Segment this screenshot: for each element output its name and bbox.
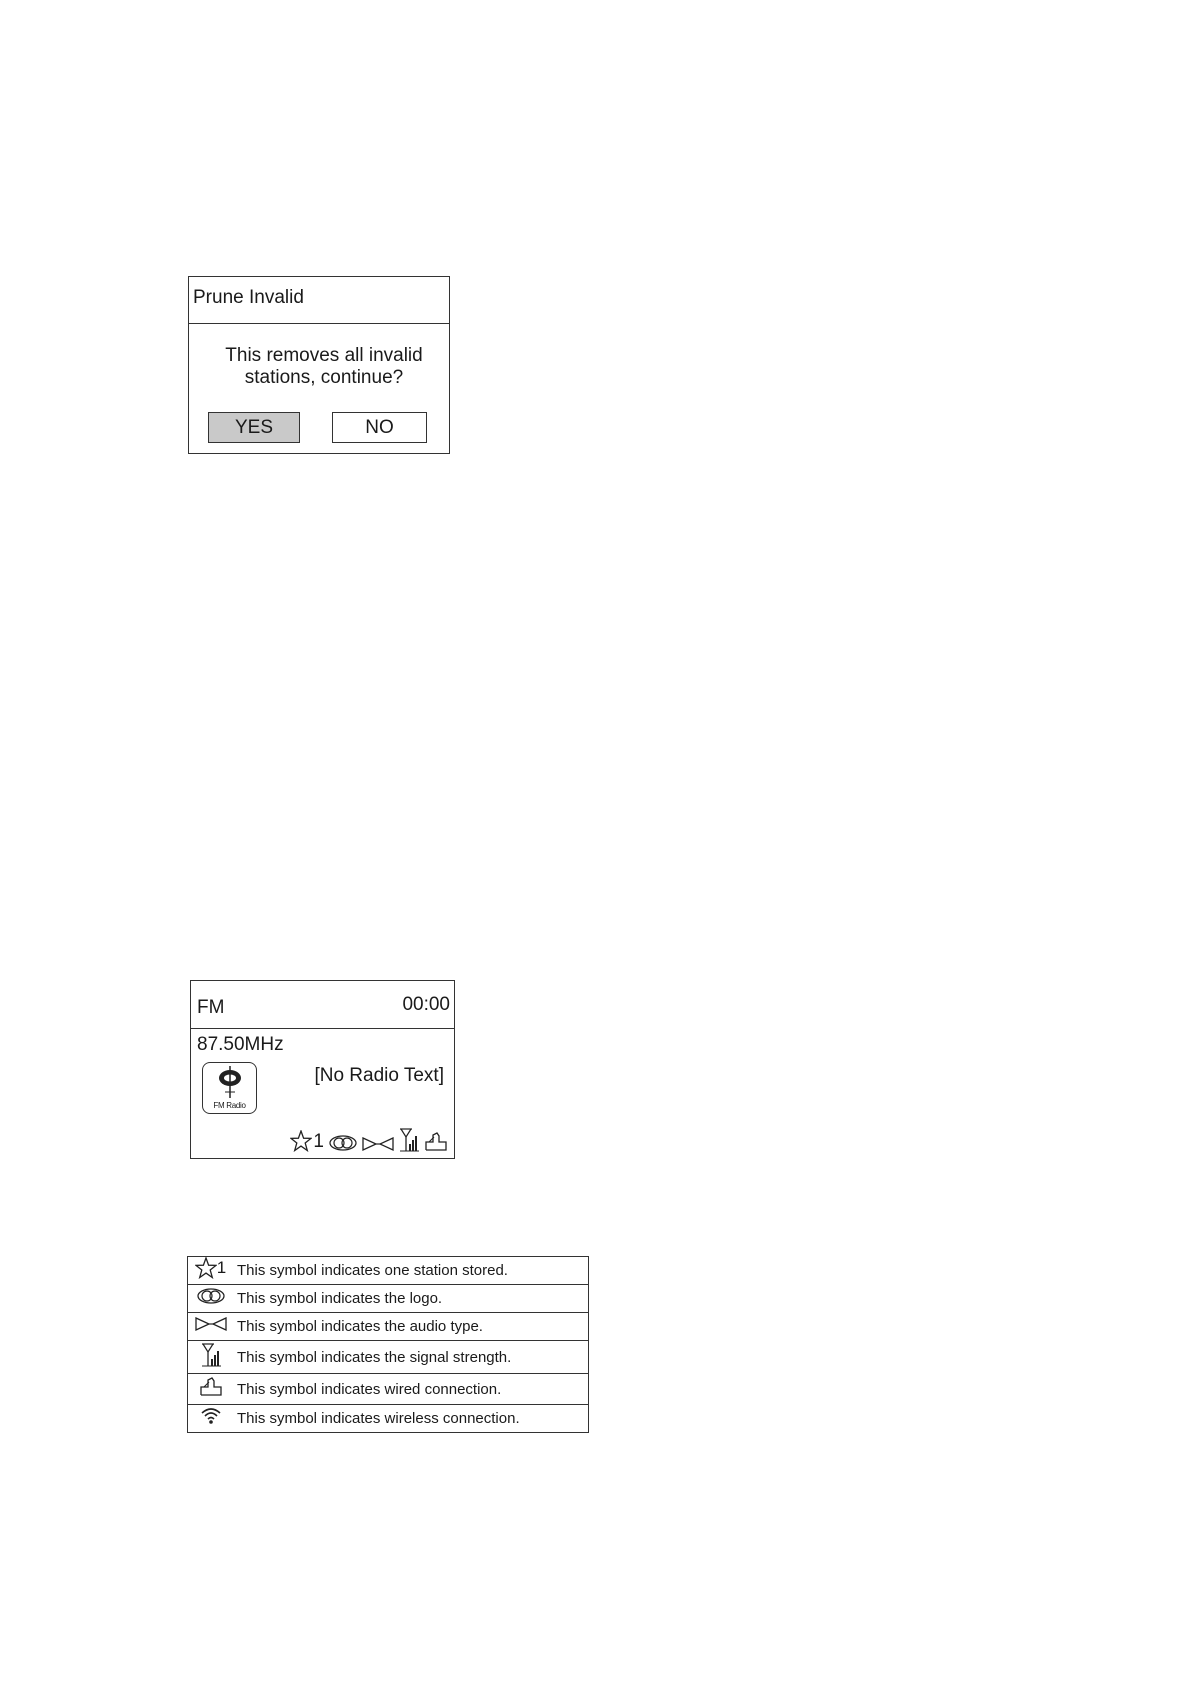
signal-strength-icon bbox=[200, 1343, 222, 1367]
dialog-title: Prune Invalid bbox=[193, 287, 304, 308]
wireless-connection-icon bbox=[200, 1407, 222, 1425]
audio-type-status bbox=[362, 1136, 394, 1152]
legend-symbol-number: 1 bbox=[216, 1258, 227, 1277]
legend-symbol bbox=[188, 1285, 234, 1313]
radio-text: [No Radio Text] bbox=[314, 1065, 444, 1086]
screen-divider bbox=[191, 1028, 454, 1029]
signal-strength-icon bbox=[398, 1128, 420, 1152]
clock: 00:00 bbox=[402, 994, 450, 1015]
legend-symbol bbox=[188, 1257, 234, 1285]
legend-row bbox=[188, 1341, 589, 1374]
legend-symbol bbox=[188, 1341, 234, 1374]
legend-text: This symbol indicates wireless connection. bbox=[233, 1405, 589, 1433]
wired-connection-status bbox=[424, 1132, 448, 1152]
audio-type-icon bbox=[362, 1136, 394, 1152]
legend-text: This symbol indicates the audio type. bbox=[233, 1313, 589, 1341]
no-button[interactable]: NO bbox=[332, 412, 427, 443]
dialog-message-line1: This removes all invalid bbox=[225, 345, 423, 366]
legend-symbol bbox=[188, 1405, 234, 1433]
legend-text: This symbol indicates wired connection. bbox=[233, 1374, 589, 1405]
legend-text: This symbol indicates the logo. bbox=[233, 1285, 589, 1313]
legend-symbol bbox=[188, 1313, 234, 1341]
preset-indicator bbox=[290, 1130, 324, 1152]
dialog-divider bbox=[189, 323, 449, 324]
yes-button[interactable]: YES bbox=[208, 412, 300, 443]
status-bar bbox=[290, 1126, 448, 1152]
preset-number: 1 bbox=[313, 1131, 324, 1152]
wired-connection-icon bbox=[199, 1377, 223, 1397]
legend-text: This symbol indicates one station stored. bbox=[233, 1257, 589, 1285]
fm-radio-screen bbox=[190, 980, 455, 1159]
microphone-icon bbox=[217, 1066, 243, 1100]
logo-icon bbox=[196, 1287, 226, 1305]
audio-type-icon bbox=[195, 1316, 227, 1332]
logo-status bbox=[328, 1134, 358, 1152]
legend-symbol bbox=[188, 1374, 234, 1405]
dialog-message-line2: stations, continue? bbox=[244, 367, 404, 388]
legend-row bbox=[188, 1405, 589, 1433]
symbol-legend-table bbox=[187, 1256, 589, 1433]
star-icon bbox=[290, 1130, 312, 1152]
legend-row bbox=[188, 1313, 589, 1341]
star-icon bbox=[195, 1257, 217, 1279]
prune-invalid-dialog bbox=[188, 276, 450, 454]
logo-icon bbox=[328, 1134, 358, 1152]
legend-row bbox=[188, 1257, 589, 1285]
mode-label: FM bbox=[197, 997, 225, 1018]
signal-strength-status bbox=[398, 1128, 420, 1152]
logo-label: FM Radio bbox=[213, 1101, 246, 1110]
legend-row bbox=[188, 1285, 589, 1313]
fm-radio-logo bbox=[202, 1062, 257, 1114]
dialog-message bbox=[209, 345, 439, 389]
legend-text: This symbol indicates the signal strength. bbox=[233, 1341, 589, 1374]
legend-row bbox=[188, 1374, 589, 1405]
wired-connection-icon bbox=[424, 1132, 448, 1152]
frequency: 87.50MHz bbox=[197, 1034, 284, 1055]
